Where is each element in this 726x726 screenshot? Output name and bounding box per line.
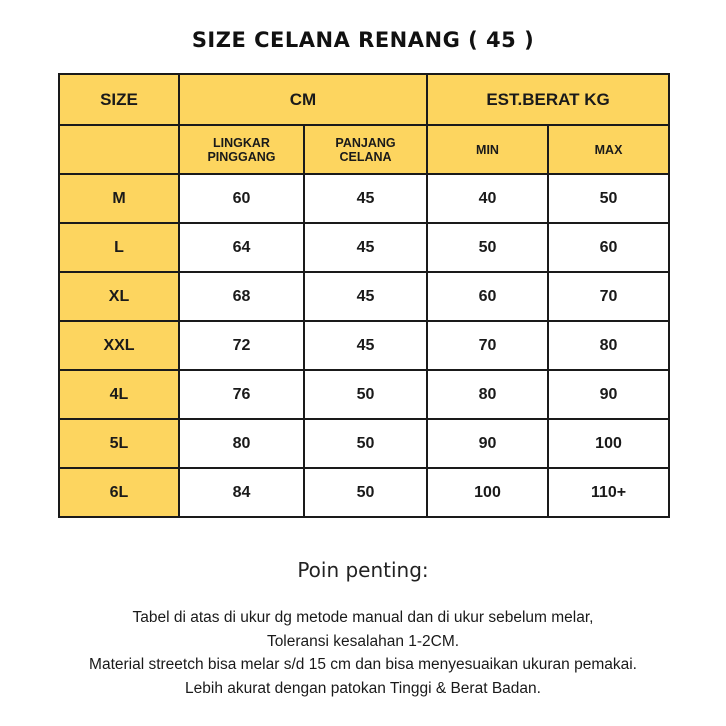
lingkar-cell: 72 [179, 321, 304, 370]
table-row [59, 468, 669, 517]
note-line: Lebih akurat dengan patokan Tinggi & Berat Badan. [185, 679, 541, 697]
lingkar-cell: 64 [179, 223, 304, 272]
header-size: SIZE [59, 74, 179, 125]
size-cell: M [59, 174, 179, 223]
min-cell: 40 [427, 174, 548, 223]
table-row [59, 174, 669, 223]
max-cell: 110+ [548, 468, 669, 517]
subheader-panjang-line1: PANJANG [335, 135, 396, 150]
size-cell: 4L [59, 370, 179, 419]
min-cell: 90 [427, 419, 548, 468]
notes-block [0, 606, 726, 700]
page-title: SIZE CELANA RENANG ( 45 ) [191, 28, 535, 52]
subheader-panjang-line2: CELANA [339, 149, 392, 164]
panjang-cell: 50 [304, 370, 427, 419]
subheader-panjang-celana [304, 125, 427, 174]
panjang-cell: 45 [304, 174, 427, 223]
panjang-cell: 45 [304, 321, 427, 370]
size-cell: 6L [59, 468, 179, 517]
min-cell: 100 [427, 468, 548, 517]
size-cell: XXL [59, 321, 179, 370]
table-row [59, 370, 669, 419]
lingkar-cell: 84 [179, 468, 304, 517]
lingkar-cell: 76 [179, 370, 304, 419]
size-cell: XL [59, 272, 179, 321]
max-cell: 100 [548, 419, 669, 468]
table-header-row [59, 74, 669, 125]
panjang-cell: 50 [304, 419, 427, 468]
min-cell: 50 [427, 223, 548, 272]
note-line: Toleransi kesalahan 1-2CM. [266, 632, 460, 650]
max-cell: 80 [548, 321, 669, 370]
size-cell: 5L [59, 419, 179, 468]
subheader-lingkar-line2: PINGGANG [207, 149, 276, 164]
table-subheader-row [59, 125, 669, 174]
panjang-cell: 45 [304, 272, 427, 321]
size-chart-table [58, 73, 670, 518]
max-cell: 60 [548, 223, 669, 272]
subheader-lingkar-pinggang [179, 125, 304, 174]
panjang-cell: 45 [304, 223, 427, 272]
table-row [59, 321, 669, 370]
note-line: Tabel di atas di ukur dg metode manual dan di ukur sebelum melar, [132, 609, 594, 626]
header-cm: CM [179, 74, 427, 125]
notes-title: Poin penting: [297, 558, 429, 582]
subheader-min: MIN [427, 125, 548, 174]
table-row [59, 419, 669, 468]
note-line: Material streetch bisa melar s/d 15 cm dan bisa menyesuaikan ukuran pemakai. [89, 656, 637, 673]
subheader-lingkar-line1: LINGKAR [213, 135, 270, 150]
header-est-berat: EST.BERAT KG [427, 74, 669, 125]
panjang-cell: 50 [304, 468, 427, 517]
table-row [59, 223, 669, 272]
max-cell: 50 [548, 174, 669, 223]
lingkar-cell: 68 [179, 272, 304, 321]
table-row [59, 272, 669, 321]
max-cell: 90 [548, 370, 669, 419]
size-cell: L [59, 223, 179, 272]
lingkar-cell: 80 [179, 419, 304, 468]
lingkar-cell: 60 [179, 174, 304, 223]
subheader-max: MAX [548, 125, 669, 174]
min-cell: 80 [427, 370, 548, 419]
min-cell: 60 [427, 272, 548, 321]
subheader-empty [59, 125, 179, 174]
min-cell: 70 [427, 321, 548, 370]
max-cell: 70 [548, 272, 669, 321]
